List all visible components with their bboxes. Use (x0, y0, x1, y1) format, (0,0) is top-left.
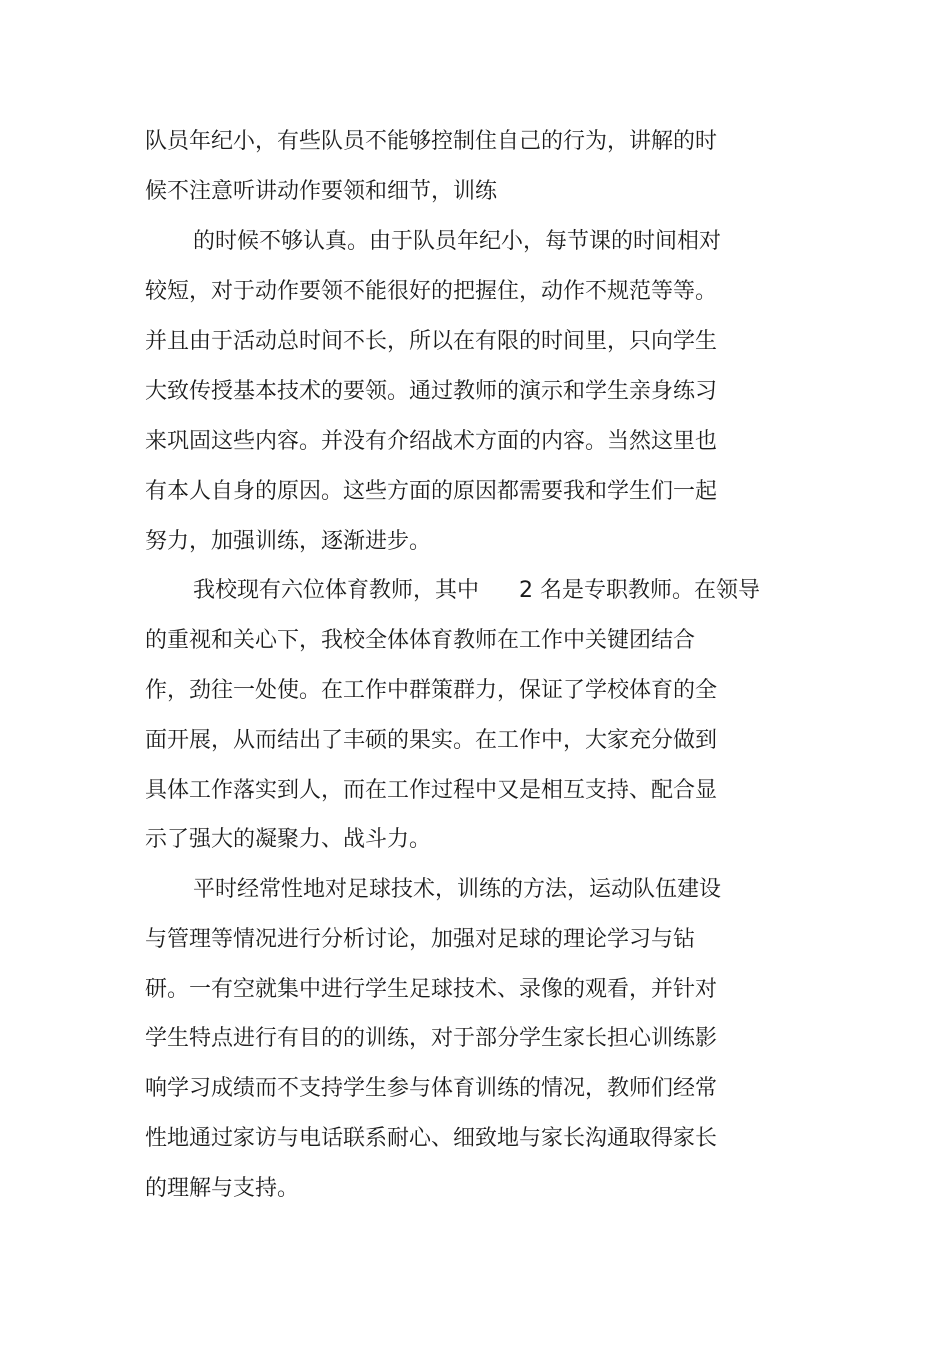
text-line: 面开展，从而结出了丰硕的果实。在工作中，大家充分做到 (145, 728, 718, 753)
text-line: 来巩固这些内容。并没有介绍战术方面的内容。当然这里也 (145, 429, 718, 454)
text-line: 平时经常性地对足球技术，训练的方法，运动队伍建设 (193, 877, 722, 902)
text-line: 努力，加强训练，逐渐进步。 (145, 529, 432, 554)
text-line: 响学习成绩而不支持学生参与体育训练的情况，教师们经常 (145, 1076, 718, 1101)
text-line: 的重视和关心下，我校全体体育教师在工作中关键团结合 (145, 628, 696, 653)
text-line: 示了强大的凝聚力、战斗力。 (145, 827, 432, 852)
text-line: 学生特点进行有目的的训练，对于部分学生家长担心训练影 (145, 1026, 718, 1051)
text-segment: 2 名是专职教师。在领导 (519, 578, 761, 603)
text-line: 与管理等情况进行分析讨论，加强对足球的理论学习与钻 (145, 927, 696, 952)
text-line: 研。一有空就集中进行学生足球技术、录像的观看，并针对 (145, 977, 718, 1002)
text-line: 性地通过家访与电话联系耐心、细致地与家长沟通取得家长 (145, 1126, 718, 1151)
text-line: 队员年纪小，有些队员不能够控制住自己的行为，讲解的时 (145, 129, 718, 154)
text-line: 具体工作落实到人，而在工作过程中又是相互支持、配合显 (145, 778, 718, 803)
text-line: 有本人自身的原因。这些方面的原因都需要我和学生们一起 (145, 479, 718, 504)
text-line: 较短，对于动作要领不能很好的把握住，动作不规范等等。 (145, 279, 718, 304)
text-line (193, 576, 760, 606)
text-segment: 我校现有六位体育教师，其中 (193, 578, 480, 603)
text-line: 大致传授基本技术的要领。通过教师的演示和学生亲身练习 (145, 379, 718, 404)
text-line: 的时候不够认真。由于队员年纪小，每节课的时间相对 (193, 229, 722, 254)
text-line: 作，劲往一处使。在工作中群策群力，保证了学校体育的全 (145, 678, 718, 703)
text-line: 并且由于活动总时间不长，所以在有限的时间里，只向学生 (145, 329, 718, 354)
text-line: 的理解与支持。 (145, 1176, 300, 1201)
text-line: 候不注意听讲动作要领和细节，训练 (145, 179, 498, 204)
